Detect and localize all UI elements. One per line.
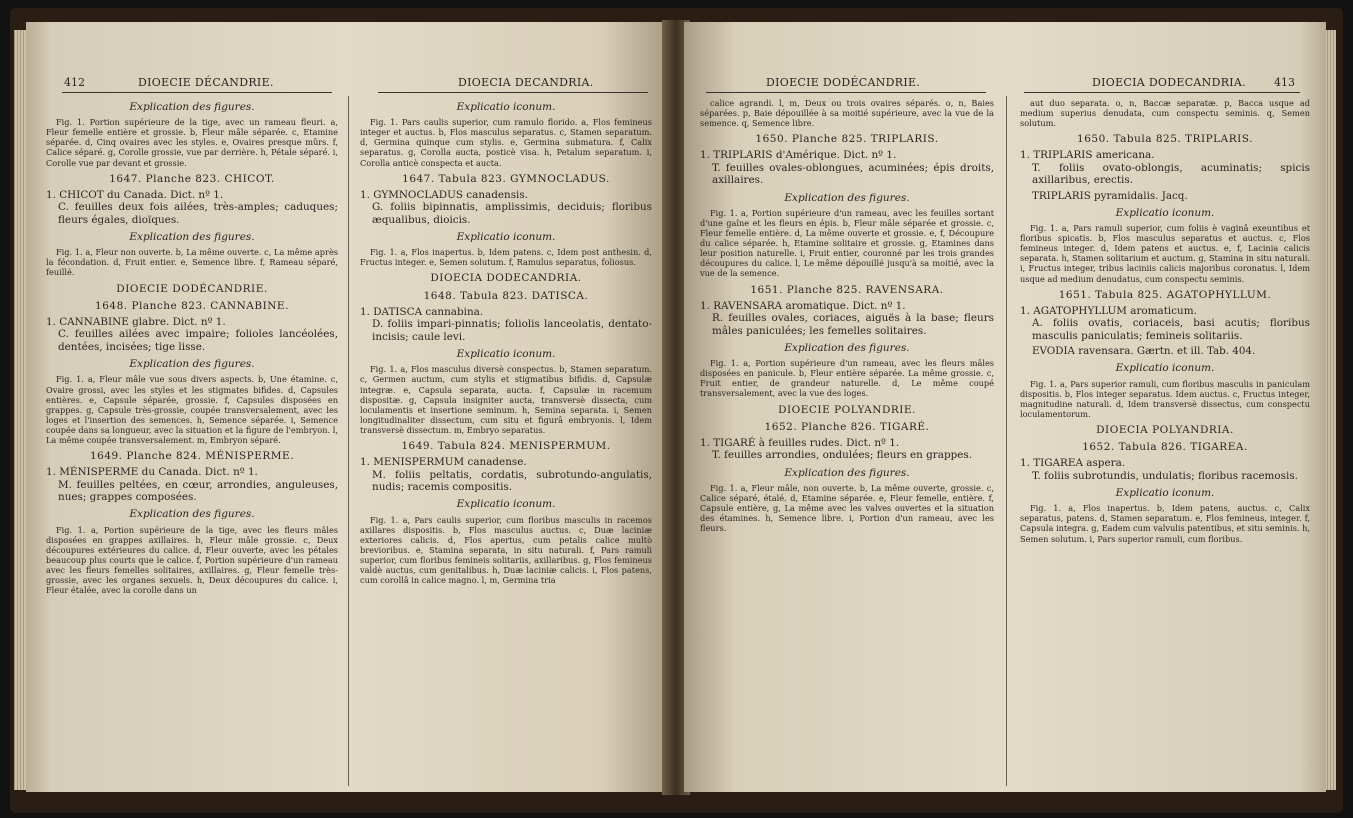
section-heading: 1652. Tabula 826. TIGAREA. (1082, 441, 1248, 454)
section-heading: 1648. Tabula 823. DATISCA. (423, 289, 589, 302)
figure-caption: Fig. 1. a, Flos inapertus. b, Idem patens, auctus. c, Calix separatus, patens. d, Stamen separatum. e, Flos femineus, integer. f, Capsula integra. g, Eadem cum valvulis patentibus, et situ seminis. h, Semen solutum. i, Pars superior ramuli, cum floribus. (1020, 503, 1310, 544)
synonym-line: TRIPLARIS pyramidalis. Jacq. (1032, 189, 1188, 202)
species-description: C. feuilles deux fois ailées, très-amples; caduques; fleurs égales, dioïques. (58, 201, 338, 226)
section-heading: 1652. Planche 826. TIGARÉ. (764, 420, 930, 433)
figure-caption: Fig. 1. a, Pars ramuli superior, cum foliis è vaginâ exeuntibus et floribus spicatis. b, Flos masculus separatus et auctus. c, Flos femineus integer. d, Idem patens et auctus. e, f, Lacinia calicis separata. h, Stamen solitarium et auctum. g, Stamina in situ naturali. i, Fructus integer, tribus laciniis calicis majoribus coronatus. l, Idem usque ad medium denudatus, cum conspectu seminis. (1020, 223, 1310, 284)
synonym-line: EVODIA ravensara. Gærtn. et ill. Tab. 404. (1032, 345, 1256, 358)
section-heading: DIOECIA DODECANDRIA. (430, 272, 582, 285)
explanation-heading: Explicatio iconum. (1115, 206, 1215, 219)
running-head: DIOECIE DÉCANDRIE. (138, 76, 274, 89)
species-description: R. feuilles ovales, coriaces, aiguës à la base; fleurs mâles paniculées; les femelles solitaires. (712, 312, 994, 337)
explanation-heading: Explicatio iconum. (456, 101, 556, 113)
species-title: 1. TRIPLARIS americana. (1020, 149, 1155, 162)
section-heading: 1649. Planche 824. MÉNISPERME. (89, 450, 295, 463)
species-entry (46, 189, 338, 226)
species-title: 1. TRIPLARIS d'Amérique. Dict. nº 1. (700, 149, 897, 162)
species-description: D. foliis impari-pinnatis; foliolis lanceolatis, dentato-incisis; caule levi. (372, 318, 652, 343)
section-heading: DIOECIE DODÉCANDRIE. (116, 282, 268, 295)
explanation-heading: Explicatio iconum. (1115, 362, 1215, 375)
explanation-heading: Explication des figures. (129, 101, 255, 113)
section-heading: 1649. Tabula 824. MENISPERMUM. (401, 439, 611, 452)
species-title: 1. RAVENSARA aromatique. Dict. nº 1. (700, 299, 906, 312)
section-heading: 1651. Tabula 825. AGATOPHYLLUM. (1058, 288, 1272, 301)
species-description: T. feuilles arrondies, ondulées; fleurs en grappes. (712, 449, 973, 462)
species-description: T. foliis subrotundis, undulatis; floribus racemosis. (1032, 469, 1298, 482)
figure-caption: calice agrandi. l, m, Deux ou trois ovaires séparés. o, n, Baies séparées. p, Baie dépouillée à sa moitié supérieure, avec la vue de la semence. q, Semence libre. (700, 98, 994, 129)
figure-caption: Fig. 1. a, Pars caulis superior, cum floribus masculis in racemos axillares dispositis. b, Flos masculus auctus. c, Duæ laciniæ exteriores calicis. d, Flos apertus, cum petalis calice multò brevioribus. e, Stamina separata, in situ naturali. f, Pars ramuli superior, cum floribus femineis solitariis, axillaribus. g, Flos femineus valdè auctus, cum genitalibus. h, Duæ laciniæ calicis. i, Flos patens, cum corollâ in calice magno. l, m, Germina tria (360, 514, 652, 586)
species-entry (700, 149, 994, 186)
header-rule (62, 92, 332, 93)
section-heading: 1648. Planche 823. CANNABINE. (95, 299, 289, 312)
section-heading: DIOECIE POLYANDRIE. (778, 403, 916, 416)
figure-caption: Fig. 1. a, Flos inapertus. b, Idem patens. c, Idem post anthesin. d, Fructus integer. e, Semen solutum. f, Ramulus separatus, foliosus. (360, 247, 652, 268)
header-rule (706, 92, 986, 93)
figure-caption: Fig. 1. a, Flos masculus diversè conspectus. b, Stamen separatum. c, Germen auctum, cum stylis et stigmatibus bifidis. d, Capsulæ integræ. e, Capsula separata, aucta. f, Capsulæ in racemum dispositæ. g, Capsula insigniter aucta, transversè dissecta, cum loculamentis et insertione seminum. h, Semina separata. i, Semen longitudinaliter dissectum, cum situ et figurâ embryonis. l, Idem transversè dissectum. m, Embryo separatus. (360, 364, 652, 435)
column-divider (1006, 96, 1007, 786)
column-french (700, 96, 994, 537)
species-title: 1. TIGAREA aspera. (1020, 457, 1126, 470)
species-entry (360, 456, 652, 493)
species-entry (46, 466, 338, 503)
species-title: 1. CHICOT du Canada. Dict. nº 1. (46, 188, 224, 201)
species-description: A. foliis ovatis, coriaceis, basi acutis; floribus masculis paniculatis; femineis solitariis. (1032, 317, 1310, 342)
species-title: 1. MÉNISPERME du Canada. Dict. nº 1. (46, 466, 258, 479)
figure-caption: Fig. 1. a, Portion supérieure de la tige, avec les fleurs mâles disposées en grappes axillaires. b, Fleur mâle grossie. c, Deux découpures extérieures du calice. d, Fleur ouverte, avec les pétales beaucoup plus courts que le calice. f, Portion supérieure d'un rameau avec les fleurs femelles solitaires, axillaires. g, Fleur femelle très-grossie, avec les organes sexuels. h, Deux découpures du calice. i, Fleur étalée, avec la corolle dans un (46, 524, 338, 596)
column-french (46, 96, 338, 599)
explanation-heading: Explication des figures. (784, 191, 910, 204)
species-description: M. feuilles peltées, en cœur, arrondies, anguleuses, nues; grappes composées. (58, 478, 338, 504)
species-entry (46, 316, 338, 353)
explanation-heading: Explicatio iconum. (1115, 487, 1215, 500)
explanation-heading: Explication des figures. (129, 231, 255, 244)
species-description: G. foliis bipinnatis, amplissimis, deciduis; floribus æqualibus, dioicis. (372, 201, 652, 226)
species-entry (360, 306, 652, 343)
explanation-heading: Explication des figures. (129, 358, 255, 371)
running-head: DIOECIA DECANDRIA. (458, 76, 594, 89)
species-title: 1. MENISPERMUM canadense. (360, 456, 527, 469)
species-entry (700, 437, 994, 462)
section-heading: 1647. Planche 823. CHICOT. (109, 172, 275, 185)
explanation-heading: Explication des figures. (784, 466, 910, 479)
figure-caption: Fig. 1. a, Portion supérieure d'un rameau, avec les feuilles sortant d'une gaîne et les fleurs en épis. b, Fleur mâle séparée et grossie. c, Fleur femelle entière. d, La même ouverte et grossie. e, f, Découpure du calice séparée. h, Etamine solitaire et grossie. g, Etamines dans leur position naturelle. i, Fruit entier, couronné par les trois grandes découpures du calice. l, Le même dépouillé jusqu'à sa moitié, avec la vue de la semence. (700, 207, 994, 279)
explanation-heading: Explicatio iconum. (456, 498, 556, 511)
header-rule (378, 92, 648, 93)
running-head: DIOECIE DODÉCANDRIE. (766, 76, 921, 89)
species-description: M. foliis peltatis, cordatis, subrotundo-angulatis, nudis; racemis compositis. (372, 468, 652, 493)
figure-caption: Fig. 1. a, Fleur non ouverte. b, La même ouverte. c, La même après la fécondation. d, Fruit entier. e, Semence libre. f, Rameau séparé, feuillé. (46, 247, 338, 278)
figure-caption: Fig. 1. a, Fleur mâle vue sous divers aspects. b, Une étamine. c, Ovaire grossi, avec les styles et les stigmates bifides. d, Capsules entières. e, Capsule séparée, grossie. f, Capsules disposées en grappes. g, Capsule très-grossie, coupée transversalement, avec les loges et l'insertion des semences. h, Semence séparée. i, Semence coupée dans sa longueur, avec la situation et la figure de l'embryon. l, La même coupée transversalement. m, Embryon séparé. (46, 374, 338, 445)
figure-caption: Fig. 1. Pars caulis superior, cum ramulo florido. a, Flos femineus integer et auctus. b, Flos masculus separatus. c, Stamen separatum. d, Germina quinque cum stylis. e, Germina submatura. f, Calix separatus. g, Corolla aucta, posticè visa. h, Petalum separatum. i, Corolla anticè conspecta et aucta. (360, 117, 652, 168)
column-divider (348, 96, 349, 786)
species-entry (1020, 457, 1310, 482)
section-heading: 1651. Planche 825. RAVENSARA. (750, 283, 944, 296)
explanation-heading: Explicatio iconum. (456, 348, 556, 361)
explanation-heading: Explication des figures. (784, 341, 910, 354)
species-entry (1020, 149, 1310, 186)
species-description: T. feuilles ovales-oblongues, acuminées; épis droits, axillaires. (712, 161, 994, 187)
species-entry (1020, 305, 1310, 342)
column-latin (1020, 96, 1310, 548)
species-description: C. feuilles ailées avec impaire; folioles lancéolées, dentées, incisées; tige lisse. (58, 328, 338, 353)
section-heading: DIOECIA POLYANDRIA. (1096, 423, 1234, 436)
species-title: 1. DATISCA cannabina. (360, 305, 484, 318)
species-title: 1. CANNABINE glabre. Dict. nº 1. (46, 315, 226, 328)
section-heading: 1647. Tabula 823. GYMNOCLADUS. (402, 172, 610, 185)
column-latin (360, 96, 652, 589)
species-title: 1. TIGARÉ à feuilles rudes. Dict. nº 1. (700, 436, 900, 449)
figure-caption: Fig. 1. Portion supérieure de la tige, avec un rameau fleuri. a, Fleur femelle entière et grossie. b, Fleur mâle séparée. c, Etamine séparée. d, Cinq ovaires avec les styles. e, Ovaires presque mûrs. f, Calice séparé. g, Corolle grossie, vue par derrière. h, Pétale séparé. i, Corolle vue par devant et grossie. (46, 117, 338, 168)
species-title: 1. AGATOPHYLLUM aromaticum. (1020, 304, 1197, 317)
running-head: DIOECIA DODECANDRIA. (1092, 76, 1246, 89)
section-heading: 1650. Planche 825. TRIPLARIS. (755, 133, 939, 146)
page-number: 412 (64, 76, 85, 89)
species-title: 1. GYMNOCLADUS canadensis. (360, 188, 528, 201)
section-heading: 1650. Tabula 825. TRIPLARIS. (1077, 133, 1253, 146)
species-description: T. foliis ovato-oblongis, acuminatis; spicis axillaribus, erectis. (1032, 161, 1310, 187)
figure-caption: aut duo separata. o, n, Baccæ separatæ. p, Bacca usque ad medium superius denudata, cum conspectu seminis. q, Semen solutum. (1020, 98, 1310, 129)
right-page (684, 22, 1326, 792)
explanation-heading: Explication des figures. (129, 508, 255, 521)
header-rule (1024, 92, 1300, 93)
left-page (26, 22, 666, 792)
figure-caption: Fig. 1. a, Portion supérieure d'un rameau, avec les fleurs mâles disposées en panicule. b, Fleur entière séparée. La même grossie. c, Fruit entier, de grandeur naturelle. d, Le même coupé transversalement, avec la vue des loges. (700, 358, 994, 399)
page-number: 413 (1274, 76, 1295, 89)
species-entry (360, 189, 652, 226)
figure-caption: Fig. 1. a, Pars superior ramuli, cum floribus masculis in paniculam dispositis. b, Flos integer separatus. Idem auctus. c, Fructus integer, magnitudine naturali. d, Idem transversè dissectus, cum conspectu loculamentorum. (1020, 378, 1310, 419)
explanation-heading: Explicatio iconum. (456, 231, 556, 244)
species-entry (700, 300, 994, 337)
figure-caption: Fig. 1. a, Fleur mâle, non ouverte. b, La même ouverte, grossie. c, Calice séparé, étalé. d, Etamine séparée. e, Fleur femelle, entière. f, Capsule entière, g, La même avec les valves ouvertes et la situation des étamines. h, Semence libre. i, Portion d'un rameau, avec les fleurs. (700, 482, 994, 534)
